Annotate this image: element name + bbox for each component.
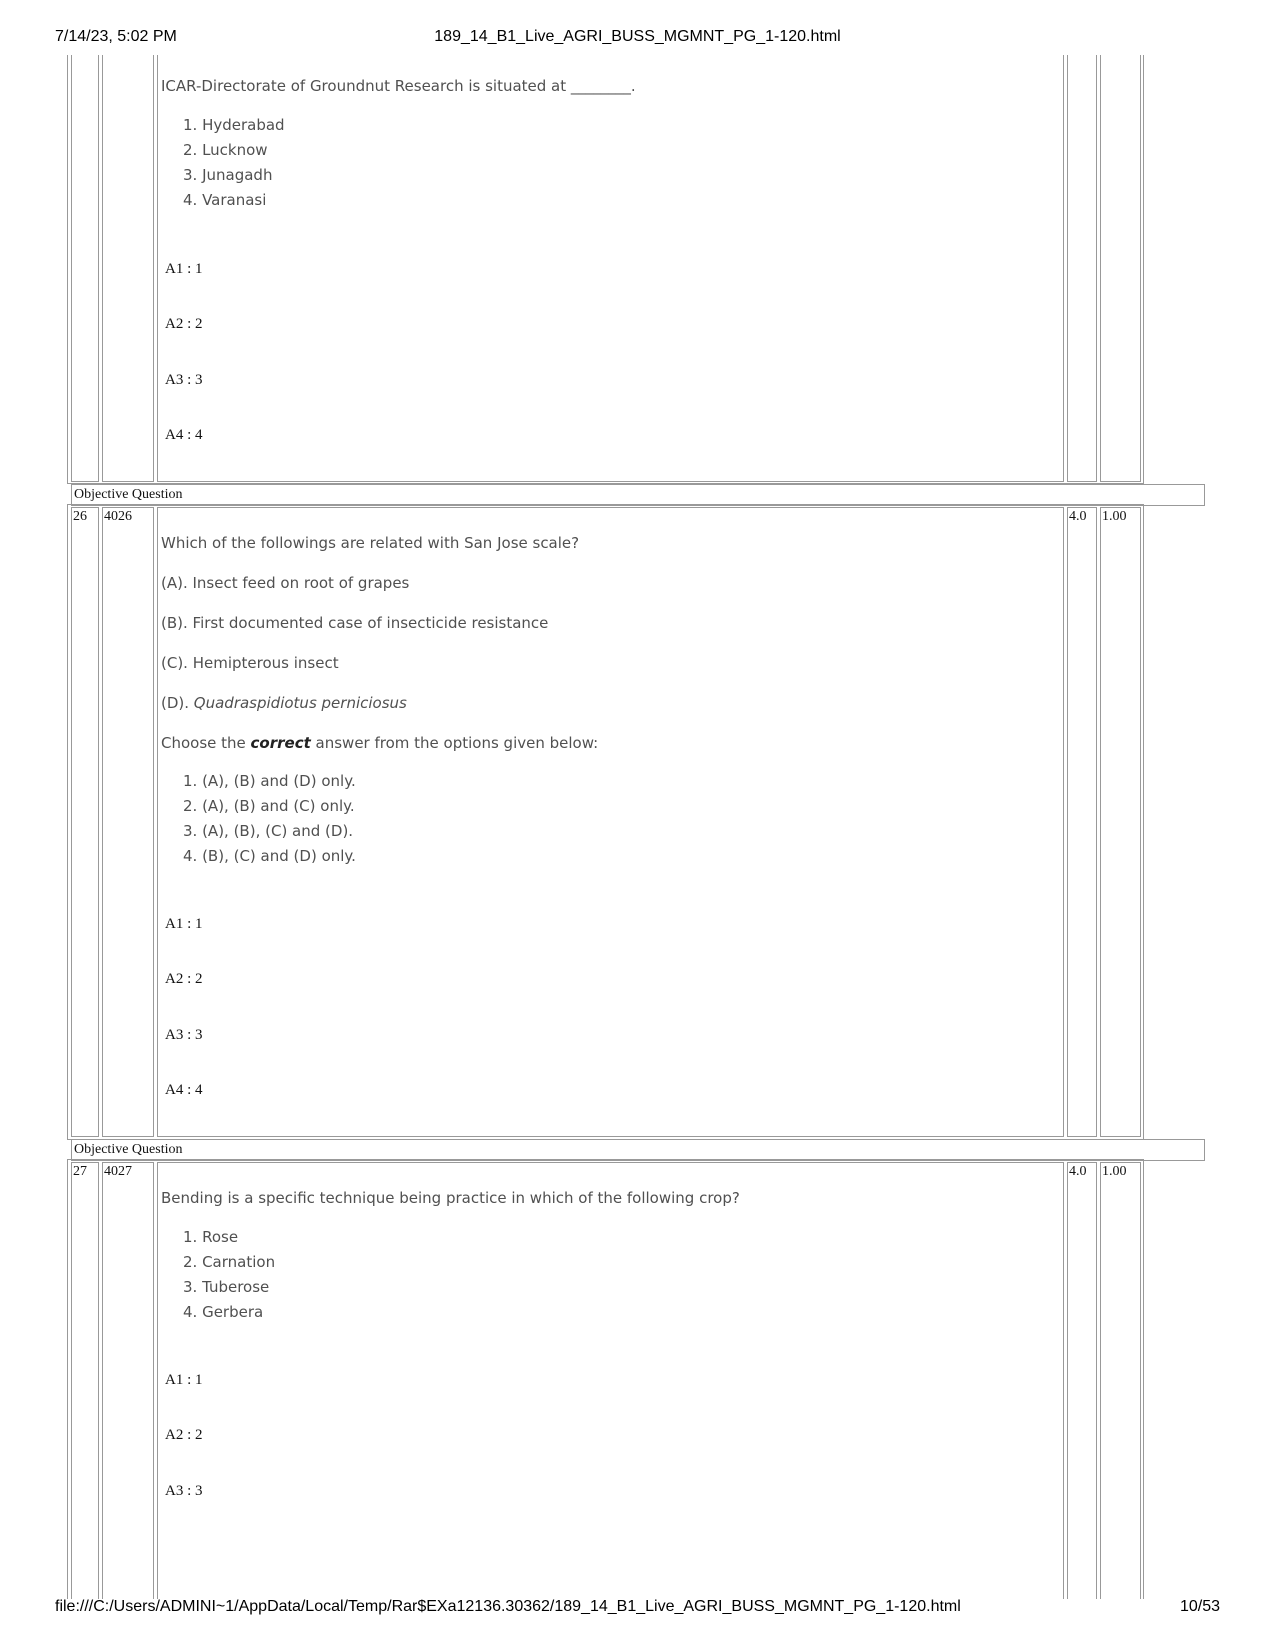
q25-answer-1: A1 : 1 [165,261,203,277]
q25-option-4: 4. Varanasi [183,191,267,209]
q25-option-1: 1. Hyderabad [183,116,285,134]
print-footer [0,1598,1275,1622]
q27-answer-1: A1 : 1 [165,1372,203,1388]
q27-question: Bending is a specific technique being practice in which of the following crop? [161,1189,740,1207]
q25-question: ICAR-Directorate of Groundnut Research is situated at ________. [161,77,636,95]
q26-statement-d-prefix: (D). [161,694,194,712]
q25-number-cell [71,55,99,482]
print-header [0,28,1275,52]
q26-choose-instruction [161,734,598,752]
q26-answer-1: A1 : 1 [165,916,203,932]
q27-number-cell [71,1162,99,1599]
print-page-number: 10/53 [1179,1598,1220,1615]
q26-statement-c: (C). Hemipterous insect [161,654,339,672]
print-datetime: 7/14/23, 5:02 PM [55,28,177,45]
q25-content-cell [157,55,1064,482]
q27-negative: 1.00 [1102,1164,1127,1179]
q26-option-3: 3. (A), (B), (C) and (D). [183,822,354,840]
q26-statement-a: (A). Insect feed on root of grapes [161,574,410,592]
q27-answer-2: A2 : 2 [165,1427,203,1443]
q25-option-2: 2. Lucknow [183,141,268,159]
q26-marks: 4.0 [1069,509,1087,524]
q26-number-cell [71,507,99,1137]
q25-negative-cell [1100,55,1141,482]
q26-id-cell [102,507,154,1137]
q27-negative-cell [1100,1162,1141,1599]
q25-answer-2: A2 : 2 [165,316,203,332]
q26-answer-3: A3 : 3 [165,1027,203,1043]
q25-option-3: 3. Junagadh [183,166,273,184]
q26-negative: 1.00 [1102,509,1127,524]
q26-choose-emphasis: correct [250,734,311,752]
q27-option-3: 3. Tuberose [183,1278,270,1296]
q25-options [183,113,285,213]
q27-marks-cell [1067,1162,1097,1599]
q26-option-1: 1. (A), (B) and (D) only. [183,772,356,790]
q27-option-1: 1. Rose [183,1228,239,1246]
q26-statement-d-species: Quadraspidiotus perniciosus [193,694,407,712]
q26-question: Which of the followings are related with San Jose scale? [161,534,580,552]
section-label-objective-question: Objective Question [71,484,1205,506]
q27-option-4: 4. Gerbera [183,1303,264,1321]
q26-choose-prefix: Choose the [161,734,251,752]
q26-option-2: 2. (A), (B) and (C) only. [183,797,355,815]
q25-id-cell [102,55,154,482]
q26-option-4: 4. (B), (C) and (D) only. [183,847,356,865]
q26-statement-b: (B). First documented case of insecticide resistance [161,614,549,632]
q26-answer-2: A2 : 2 [165,971,203,987]
q25-marks-cell [1067,55,1097,482]
q26-number: 26 [73,509,87,524]
q27-options [183,1225,275,1325]
q27-option-2: 2. Carnation [183,1253,276,1271]
q27-content-cell [157,1162,1064,1599]
q26-marks-cell [1067,507,1097,1137]
print-doc-title: 189_14_B1_Live_AGRI_BUSS_MGMNT_PG_1-120.html [434,28,841,45]
q27-id: 4027 [104,1164,132,1179]
q25-answer-4: A4 : 4 [165,427,203,443]
q27-marks: 4.0 [1069,1164,1087,1179]
q26-options [183,769,356,869]
q27-number: 27 [73,1164,87,1179]
section-label-objective-question: Objective Question [71,1139,1205,1161]
q26-negative-cell [1100,507,1141,1137]
q26-answer-4: A4 : 4 [165,1082,203,1098]
q27-answer-3: A3 : 3 [165,1483,203,1499]
q25-answer-3: A3 : 3 [165,372,203,388]
q26-statement-d [161,694,407,712]
q26-id: 4026 [104,509,132,524]
print-file-path: file:///C:/Users/ADMINI~1/AppData/Local/Temp/Rar$EXa12136.30362/189_14_B1_Live_AGRI_BUSS_MGMNT_PG_1-120.html [55,1598,961,1615]
q27-id-cell [102,1162,154,1599]
q26-choose-suffix: answer from the options given below: [310,734,599,752]
